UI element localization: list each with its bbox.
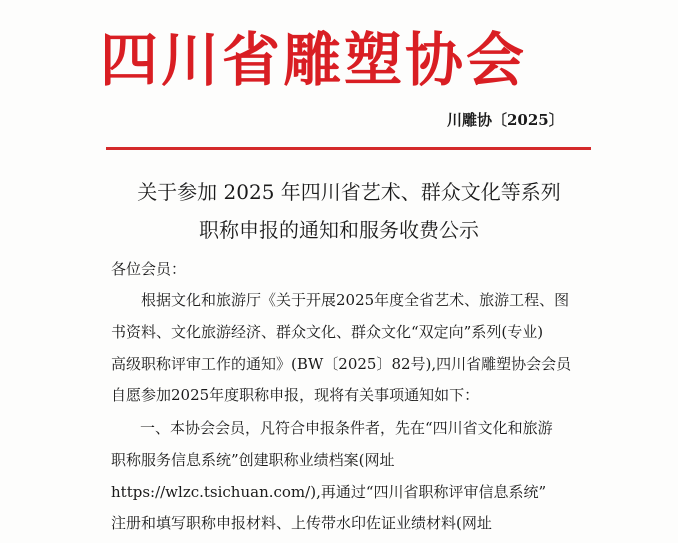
paragraph-2-line-1: 一、本协会会员，凡符合申报条件者，先在“四川省文化和旅游: [140, 419, 553, 437]
paragraph-1-line-4: 自愿参加2025年度职称申报，现将有关事项通知如下：: [111, 386, 480, 404]
paragraph-2-line-2: 职称服务信息系统”创建职称业绩档案(网址: [111, 451, 395, 469]
paragraph-1-line-3: 高级职称评审工作的通知》(BW〔2025〕82号),四川省雕塑协会会员: [111, 355, 572, 373]
document-number: 川雕协〔2025〕: [447, 111, 564, 129]
paragraph-2-line-3: https://wlzc.tsichuan.com/),再通过“四川省职称评审信息系统”: [111, 483, 547, 501]
paragraph-1-line-2: 书资料、文化旅游经济、群众文化、群众文化“双定向”系列(专业): [111, 323, 544, 341]
letterhead-org-name: 四川省雕塑协会: [100, 28, 528, 93]
document-title-line-2: 职称申报的通知和服务收费公示: [199, 218, 479, 242]
paragraph-1-line-1: 根据文化和旅游厅《关于开展2025年度全省艺术、旅游工程、图: [141, 291, 570, 309]
paragraph-2-line-4: 注册和填写职称申报材料、上传带水印佐证业绩材料(网址: [111, 514, 492, 532]
salutation: 各位会员：: [111, 260, 187, 278]
document-title-line-1: 关于参加 2025 年四川省艺术、群众文化等系列: [137, 180, 561, 204]
letterhead-red-divider: [106, 147, 591, 150]
